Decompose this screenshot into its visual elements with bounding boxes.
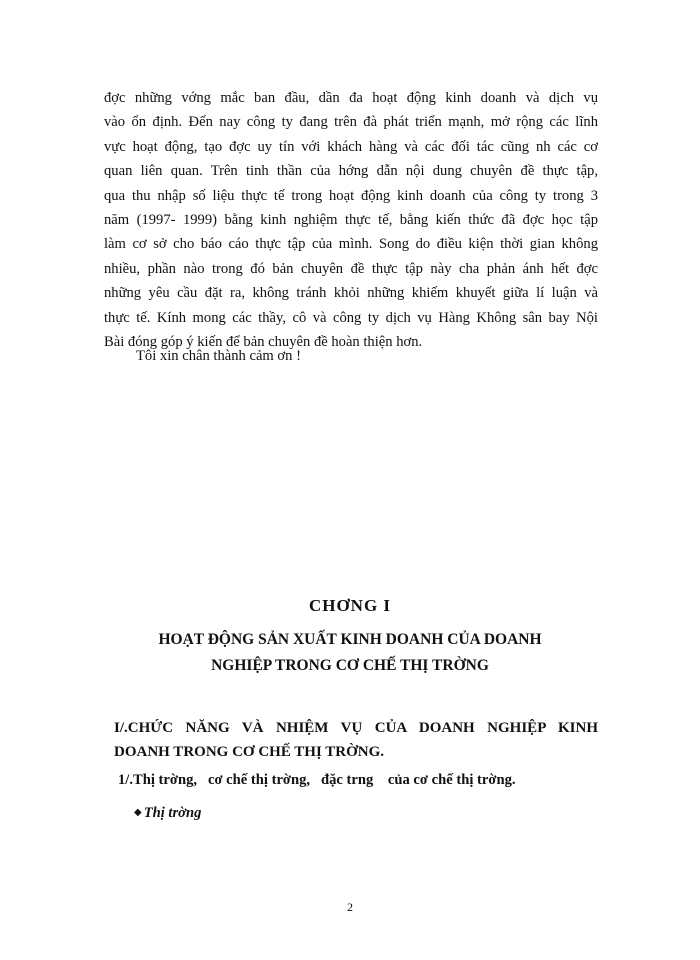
paragraph-line: thực tế. Kính mong các thầy, cô và công ty dịch vụ Hàng Không sân bay Nội [104, 309, 598, 326]
chapter-title: CHƠNG I [308, 596, 392, 615]
section-heading-line: DOANH TRONG CƠ CHẾ THỊ TRỜNG. [114, 744, 385, 760]
chapter-heading-line: HOẠT ĐỘNG SẢN XUẤT KINH DOANH CỦA DOANH [158, 631, 542, 648]
paragraph-line: Bài đóng góp ý kiến để bản chuyên đề hoàn thiện hơn. [104, 334, 423, 351]
bullet-text: Thị trờng [143, 805, 202, 821]
chapter-heading-line: NGHIỆP TRONG CƠ CHẾ THỊ TRỜNG [211, 657, 489, 674]
section-heading [114, 716, 598, 764]
paragraph-line: quan liên quan. Trên tinh thần của hớng dẫn nội dung chuyên đề thực tập, [104, 163, 598, 180]
paragraph-line: nhiều, phần nào trong đó bản chuyên đề thực tập này cha phản ánh hết đợc [104, 260, 598, 277]
chapter-heading [0, 627, 700, 679]
paragraph-line: làm cơ sở cho báo cáo thực tập của mình. Song do điều kiện thời gian không [104, 236, 598, 253]
paragraph-line: đợc những vớng mắc ban đầu, dần đa hoạt động kinh doanh và dịch vụ [104, 90, 598, 106]
paragraph-line: vực hoạt động, tạo đợc uy tín với khách hàng và các đối tác cũng nh các cơ [104, 138, 598, 155]
section-heading-line: I/.CHỨC NĂNG VÀ NHIỆM VỤ CỦA DOANH NGHIỆP KINH [114, 720, 598, 736]
intro-paragraph [104, 86, 598, 354]
page-number: 2 [347, 900, 353, 914]
bullet-item [134, 805, 201, 822]
thanks-line: Tôi xin chân thành cảm ơn ! [136, 348, 301, 364]
paragraph-line: vào ổn định. Đến nay công ty đang trên đà phát triển mạnh, mở rộng các lĩnh [104, 114, 598, 131]
diamond-bullet-icon: ◆ [134, 807, 142, 818]
subsection-heading: 1/.Thị trờng, cơ chế thị trờng, đặc trng của cơ chế thị trờng. [118, 772, 516, 788]
paragraph-line: những yêu cầu đặt ra, không tránh khỏi những khiếm khuyết giữa lí luận và [104, 285, 598, 302]
paragraph-line: qua thu nhập số liệu thực tế trong hoạt động kinh doanh của công ty trong 3 [104, 187, 598, 204]
paragraph-line: năm (1997- 1999) bằng kinh nghiệm thực tế, bằng kiến thức đã đợc học tập [104, 212, 598, 229]
